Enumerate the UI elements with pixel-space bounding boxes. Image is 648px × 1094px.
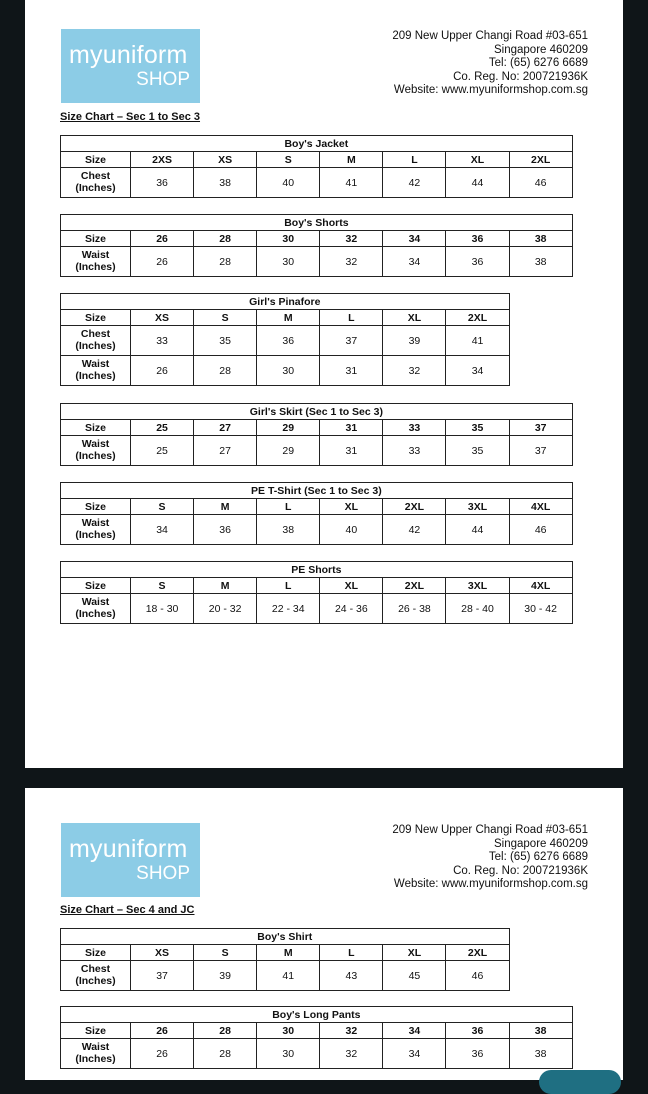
measurement-label-line: Waist xyxy=(81,358,110,370)
measurement-value: 22 - 34 xyxy=(257,594,320,624)
measurement-value: 37 xyxy=(509,436,572,466)
size-header-cell: 29 xyxy=(257,420,320,436)
measurement-label xyxy=(61,247,131,277)
measurement-value: 35 xyxy=(194,326,257,356)
size-header-cell: 31 xyxy=(320,420,383,436)
address-line: 209 New Upper Changi Road #03-651 xyxy=(392,30,588,42)
measurement-label xyxy=(61,356,131,386)
size-header-row xyxy=(61,499,573,515)
measurement-value: 33 xyxy=(383,436,446,466)
measurement-label xyxy=(61,436,131,466)
size-header-row xyxy=(61,231,573,247)
size-header-row xyxy=(61,1023,573,1039)
address-line: Singapore 460209 xyxy=(494,43,588,56)
size-chart-title: Size Chart – Sec 1 to Sec 3 xyxy=(60,111,201,123)
size-table xyxy=(60,403,573,466)
size-header-cell: S xyxy=(131,499,194,515)
size-header-cell: XL xyxy=(383,945,446,961)
measurement-value: 28 xyxy=(194,1039,257,1069)
measurement-value: 30 xyxy=(257,1039,320,1069)
size-header-label: Size xyxy=(61,945,131,961)
measurement-label-line: Waist xyxy=(81,517,110,529)
measurement-value: 38 xyxy=(509,247,572,277)
phone-line: Tel: (65) 6276 6689 xyxy=(488,57,588,70)
size-table xyxy=(60,214,573,277)
size-header-cell: M xyxy=(257,945,320,961)
document-page-1 xyxy=(25,0,623,768)
table-title: Boy's Shirt xyxy=(61,929,510,945)
measurement-label-line: Waist xyxy=(81,596,110,608)
measurement-value: 26 xyxy=(131,1039,194,1069)
measurement-value: 18 - 30 xyxy=(131,594,194,624)
size-header-cell: 2XL xyxy=(509,152,572,168)
table-title: Girl's Pinafore xyxy=(61,294,510,310)
measurement-value: 27 xyxy=(194,436,257,466)
size-header-cell: 27 xyxy=(194,420,257,436)
measurement-value: 41 xyxy=(446,326,509,356)
measurement-value: 38 xyxy=(194,168,257,198)
measurement-label-line: (Inches) xyxy=(75,369,116,382)
measurement-value: 38 xyxy=(257,515,320,545)
size-header-cell: 32 xyxy=(320,1023,383,1039)
shop-logo xyxy=(61,823,200,897)
measurement-value: 46 xyxy=(446,961,509,991)
size-header-cell: XL xyxy=(320,578,383,594)
measurement-value: 37 xyxy=(320,326,383,356)
measurement-value: 24 - 36 xyxy=(320,594,383,624)
measurement-value: 37 xyxy=(131,961,194,991)
size-header-cell: 26 xyxy=(131,1023,194,1039)
measurement-value: 36 xyxy=(131,168,194,198)
measurement-label-line: Waist xyxy=(81,438,110,450)
size-table xyxy=(60,293,510,386)
logo-subtitle: SHOP xyxy=(136,69,190,90)
size-header-cell: 25 xyxy=(131,420,194,436)
measurement-row xyxy=(61,961,510,991)
measurement-value: 45 xyxy=(383,961,446,991)
size-header-label: Size xyxy=(61,499,131,515)
measurement-value: 46 xyxy=(509,168,572,198)
size-header-cell: 28 xyxy=(194,231,257,247)
measurement-value: 36 xyxy=(194,515,257,545)
size-header-cell: 28 xyxy=(194,1023,257,1039)
size-header-cell: 38 xyxy=(509,231,572,247)
measurement-value: 40 xyxy=(257,168,320,198)
measurement-label xyxy=(61,594,131,624)
measurement-row xyxy=(61,168,573,198)
size-header-cell: XS xyxy=(131,945,194,961)
size-header-row xyxy=(61,945,510,961)
size-table xyxy=(60,561,573,624)
measurement-value: 34 xyxy=(446,356,509,386)
size-header-cell: 30 xyxy=(257,231,320,247)
measurement-row xyxy=(61,356,510,386)
logo-wordmark: myuniform xyxy=(69,835,188,863)
size-header-cell: L xyxy=(320,310,383,326)
measurement-value: 38 xyxy=(509,1039,572,1069)
address-line: 209 New Upper Changi Road #03-651 xyxy=(392,824,588,836)
size-header-label: Size xyxy=(61,152,131,168)
measurement-label-line: (Inches) xyxy=(75,607,116,620)
measurement-value: 32 xyxy=(320,247,383,277)
measurement-row xyxy=(61,1039,573,1069)
document-page-2 xyxy=(25,788,623,1080)
size-header-cell: 3XL xyxy=(446,499,509,515)
measurement-label-line: Waist xyxy=(81,1041,110,1053)
size-header-cell: 36 xyxy=(446,1023,509,1039)
website-line: Website: www.myuniformshop.com.sg xyxy=(393,84,588,97)
website-line: Website: www.myuniformshop.com.sg xyxy=(393,878,588,891)
size-header-cell: M xyxy=(320,152,383,168)
measurement-value: 31 xyxy=(320,436,383,466)
size-header-label: Size xyxy=(61,1023,131,1039)
size-header-label: Size xyxy=(61,231,131,247)
size-header-cell: 34 xyxy=(383,1023,446,1039)
table-title: PE T-Shirt (Sec 1 to Sec 3) xyxy=(61,483,573,499)
measurement-label xyxy=(61,961,131,991)
size-header-cell: 38 xyxy=(509,1023,572,1039)
table-title: Boy's Shorts xyxy=(61,215,573,231)
size-header-label: Size xyxy=(61,578,131,594)
measurement-value: 39 xyxy=(383,326,446,356)
table-title: PE Shorts xyxy=(61,562,573,578)
measurement-label xyxy=(61,1039,131,1069)
size-header-cell: M xyxy=(194,499,257,515)
logo-subtitle: SHOP xyxy=(136,863,190,884)
measurement-row xyxy=(61,594,573,624)
size-header-cell: M xyxy=(257,310,320,326)
size-header-cell: 35 xyxy=(446,420,509,436)
size-header-cell: 2XL xyxy=(446,310,509,326)
phone-line: Tel: (65) 6276 6689 xyxy=(488,851,588,864)
measurement-label-line: (Inches) xyxy=(75,449,116,462)
size-header-cell: 2XS xyxy=(131,152,194,168)
measurement-value: 31 xyxy=(320,356,383,386)
measurement-value: 34 xyxy=(383,247,446,277)
size-header-cell: 4XL xyxy=(509,578,572,594)
measurement-value: 28 - 40 xyxy=(446,594,509,624)
measurement-value: 26 xyxy=(131,247,194,277)
measurement-label-line: Chest xyxy=(80,963,111,975)
measurement-value: 42 xyxy=(383,168,446,198)
size-header-cell: 37 xyxy=(509,420,572,436)
measurement-label-line: Waist xyxy=(81,249,110,261)
measurement-label xyxy=(61,168,131,198)
size-header-cell: 36 xyxy=(446,231,509,247)
measurement-label-line: Chest xyxy=(80,328,111,340)
measurement-value: 44 xyxy=(446,168,509,198)
measurement-value: 43 xyxy=(320,961,383,991)
address-line: Singapore 460209 xyxy=(494,837,588,850)
measurement-value: 30 xyxy=(257,356,320,386)
size-table xyxy=(60,135,573,198)
measurement-value: 26 - 38 xyxy=(383,594,446,624)
measurement-value: 28 xyxy=(194,356,257,386)
size-table xyxy=(60,1006,573,1069)
measurement-value: 28 xyxy=(194,247,257,277)
measurement-value: 36 xyxy=(446,247,509,277)
measurement-label-line: (Inches) xyxy=(75,1052,116,1065)
size-header-cell: S xyxy=(194,310,257,326)
company-reg-line: Co. Reg. No: 200721936K xyxy=(453,864,588,877)
size-header-label: Size xyxy=(61,420,131,436)
size-header-cell: 2XL xyxy=(383,499,446,515)
floating-action-button[interactable] xyxy=(539,1070,621,1094)
size-header-cell: 2XL xyxy=(383,578,446,594)
measurement-value: 29 xyxy=(257,436,320,466)
size-header-cell: S xyxy=(257,152,320,168)
measurement-row xyxy=(61,247,573,277)
measurement-value: 20 - 32 xyxy=(194,594,257,624)
measurement-value: 34 xyxy=(383,1039,446,1069)
measurement-label-line: (Inches) xyxy=(75,528,116,541)
shop-logo xyxy=(61,29,200,103)
size-header-cell: 34 xyxy=(383,231,446,247)
size-table xyxy=(60,482,573,545)
measurement-label-line: (Inches) xyxy=(75,260,116,273)
size-header-label: Size xyxy=(61,310,131,326)
measurement-label-line: (Inches) xyxy=(75,181,116,194)
size-header-cell: XS xyxy=(194,152,257,168)
size-chart-title: Size Chart – Sec 4 and JC xyxy=(60,904,195,916)
measurement-label xyxy=(61,515,131,545)
measurement-value: 44 xyxy=(446,515,509,545)
table-title: Girl's Skirt (Sec 1 to Sec 3) xyxy=(61,404,573,420)
size-header-cell: 32 xyxy=(320,231,383,247)
size-header-cell: 26 xyxy=(131,231,194,247)
measurement-value: 36 xyxy=(257,326,320,356)
measurement-value: 33 xyxy=(131,326,194,356)
size-header-cell: 33 xyxy=(383,420,446,436)
size-header-cell: L xyxy=(257,499,320,515)
size-header-cell: 2XL xyxy=(446,945,509,961)
measurement-label-line: (Inches) xyxy=(75,974,116,987)
measurement-value: 41 xyxy=(320,168,383,198)
measurement-value: 34 xyxy=(131,515,194,545)
measurement-value: 30 xyxy=(257,247,320,277)
size-header-cell: 4XL xyxy=(509,499,572,515)
size-header-cell: L xyxy=(320,945,383,961)
size-header-row xyxy=(61,152,573,168)
measurement-value: 46 xyxy=(509,515,572,545)
measurement-value: 40 xyxy=(320,515,383,545)
size-header-cell: XL xyxy=(446,152,509,168)
measurement-value: 35 xyxy=(446,436,509,466)
size-header-row xyxy=(61,578,573,594)
measurement-value: 30 - 42 xyxy=(509,594,572,624)
size-table xyxy=(60,928,510,991)
table-title: Boy's Long Pants xyxy=(61,1007,573,1023)
size-header-cell: S xyxy=(194,945,257,961)
size-header-cell: 30 xyxy=(257,1023,320,1039)
size-header-cell: L xyxy=(257,578,320,594)
size-header-row xyxy=(61,310,510,326)
logo-wordmark: myuniform xyxy=(69,41,188,69)
measurement-value: 32 xyxy=(383,356,446,386)
size-header-cell: 3XL xyxy=(446,578,509,594)
measurement-value: 39 xyxy=(194,961,257,991)
size-header-cell: XL xyxy=(320,499,383,515)
size-header-row xyxy=(61,420,573,436)
measurement-value: 32 xyxy=(320,1039,383,1069)
measurement-label-line: Chest xyxy=(80,170,111,182)
measurement-row xyxy=(61,515,573,545)
measurement-value: 36 xyxy=(446,1039,509,1069)
size-header-cell: XS xyxy=(131,310,194,326)
company-reg-line: Co. Reg. No: 200721936K xyxy=(453,70,588,83)
shop-address-block xyxy=(392,824,588,892)
table-title: Boy's Jacket xyxy=(61,136,573,152)
size-header-cell: M xyxy=(194,578,257,594)
size-header-cell: L xyxy=(383,152,446,168)
shop-address-block xyxy=(392,30,588,98)
size-header-cell: S xyxy=(131,578,194,594)
measurement-label xyxy=(61,326,131,356)
measurement-label-line: (Inches) xyxy=(75,339,116,352)
measurement-row xyxy=(61,326,510,356)
measurement-row xyxy=(61,436,573,466)
measurement-value: 41 xyxy=(257,961,320,991)
measurement-value: 25 xyxy=(131,436,194,466)
measurement-value: 26 xyxy=(131,356,194,386)
measurement-value: 42 xyxy=(383,515,446,545)
size-header-cell: XL xyxy=(383,310,446,326)
